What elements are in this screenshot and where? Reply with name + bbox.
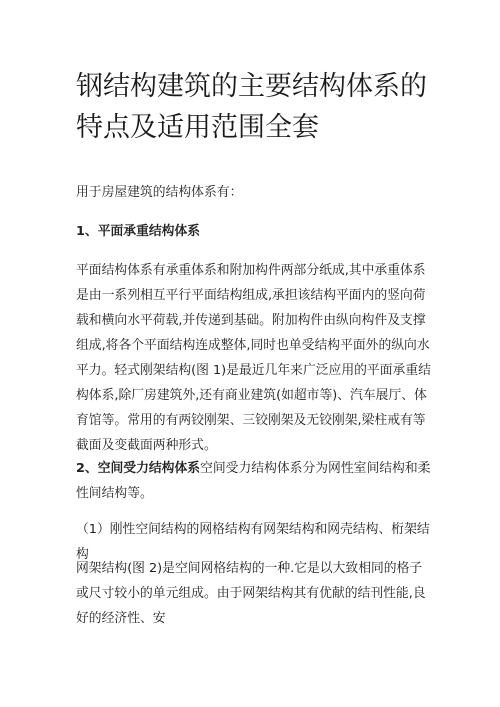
section-2-paragraph <box>76 456 434 506</box>
subsection-1-heading: （1）刚性空间结构的网格结构有网架结构和网壳结构、桁架结构 <box>76 522 430 562</box>
section-2-body: 空间受力结构体系分为网性室间结构和柔性间结构等。 <box>76 461 431 501</box>
document-title: 钢结构建筑的主要结构体系的特点及适用范围全套 <box>76 71 427 143</box>
section-1-body: 平面结构体系有承重体系和附加构件两部分纸成,其中承重体系是由一系列相互平行平面结构组成,承担该结构平面内的竖向荷载和横向水平荷载,并传递到基础。附加构件由纵向构件及支撑组成,将各个平面结构连成整体,同时也单受结构平面外的纵向水平力。轻式刚架结构(图 1)是最近几年来广泛应用的平面承重结构体系,除厂房建筑外,还有商业建筑(如超市等)、汽车展厅、体育馆等。常用的有两铰刚架、三铰刚架及无铰刚架,梁柱戒有等截面及变截面两种形式。 <box>76 263 431 453</box>
section-2-heading: 2、空间受力结构体系 <box>76 461 201 476</box>
subsection-1-body: 网架结构(图 2)是空间网格结构的一种.它是以大致相同的格子或尺寸较小的单元组成。由于网架结构其有优献的结刊性能,良好的经济性、安 <box>76 561 426 626</box>
section-1-heading: 1、平面承重结构体系 <box>76 224 201 239</box>
intro-text: 用于房屋建筑的结构体系有： <box>76 185 243 200</box>
